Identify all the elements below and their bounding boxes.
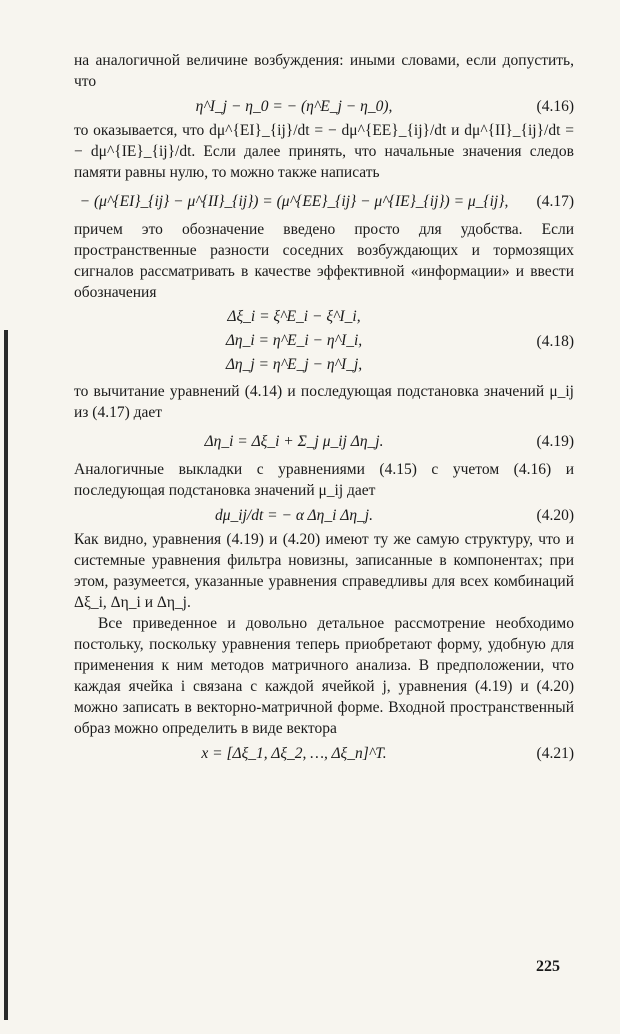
text-column: [74, 50, 574, 767]
equation-number: (4.19): [536, 432, 574, 450]
paragraph-5: Аналогичные выкладки с уравнениями (4.15) с учетом (4.16) и последующая подстановка значений μ_ij дает: [74, 461, 574, 499]
binding-edge: [4, 330, 8, 1020]
equation-line: Δη_i = η^E_i − η^I_i,: [225, 332, 363, 349]
equation-formula: − (μ^{EI}_{ij} − μ^{II}_{ij}) = (μ^{EE}_{ij} − μ^{IE}_{ij}) = μ_{ij},: [79, 192, 509, 210]
page-number: 225: [536, 958, 560, 975]
paragraph-2: то оказывается, что dμ^{EI}_{ij}/dt = − dμ^{EE}_{ij}/dt и dμ^{II}_{ij}/dt = − dμ^{IE}_{ij}/dt. Если далее принять, что начальные значения следов памяти равны нулю, то можно также написать: [74, 122, 574, 181]
equation-number: (4.21): [536, 744, 574, 762]
equation-number: (4.18): [536, 332, 574, 350]
equation-line: Δξ_i = ξ^E_i − ξ^I_i,: [227, 308, 361, 325]
paragraph-4: то вычитание уравнений (4.14) и последующая подстановка значений μ_ij из (4.17) дает: [74, 383, 574, 421]
equation-number: (4.17): [536, 192, 574, 210]
equation-number: (4.16): [536, 97, 574, 115]
equation-line: Δη_j = η^E_j − η^I_j,: [225, 356, 363, 373]
equation-number: (4.20): [536, 506, 574, 524]
paragraph-7: Все приведенное и довольно детальное рассмотрение необходимо постольку, поскольку уравнения теперь приобретают форму, удобную для применения к ним методов матричного анализа. В предположении, что каждая ячейка i связана с каждой ячейкой j, уравнения (4.19) и (4.20) можно записать в векторно-матричной форме. Входной пространственный образ можно определить в виде вектора: [74, 615, 574, 737]
equation-4-16: [74, 92, 574, 120]
equation-formula: η^I_j − η_0 = − (η^E_j − η_0),: [195, 97, 393, 115]
equation-formula: dμ_ij/dt = − α Δη_i Δη_j.: [215, 506, 373, 524]
paragraph-1: на аналогичной величине возбуждения: иными словами, если допустить, что: [74, 52, 574, 90]
equation-4-18: [74, 305, 574, 377]
equation-formula: x = [Δξ_1, Δξ_2, …, Δξ_n]^T.: [201, 744, 387, 762]
paragraph-3: причем это обозначение введено просто для удобства. Если пространственные разности соседних возбуждающих и тормозящих сигналов рассматривать в качестве эффективной «информации» и ввести обозначения: [74, 221, 574, 301]
equation-4-19: [74, 423, 574, 459]
equation-4-20: [74, 501, 574, 529]
equation-formula: Δη_i = Δξ_i + Σ_j μ_ij Δη_j.: [204, 432, 384, 450]
paragraph-6: Как видно, уравнения (4.19) и (4.20) имеют ту же самую структуру, что и системные уравнения фильтра новизны, записанные в компонентах; при этом, разумеется, указанные уравнения справедливы для всех комбинаций Δξ_i, Δη_i и Δη_j.: [74, 531, 574, 611]
equation-4-21: [74, 739, 574, 767]
equation-4-17: [74, 183, 574, 219]
